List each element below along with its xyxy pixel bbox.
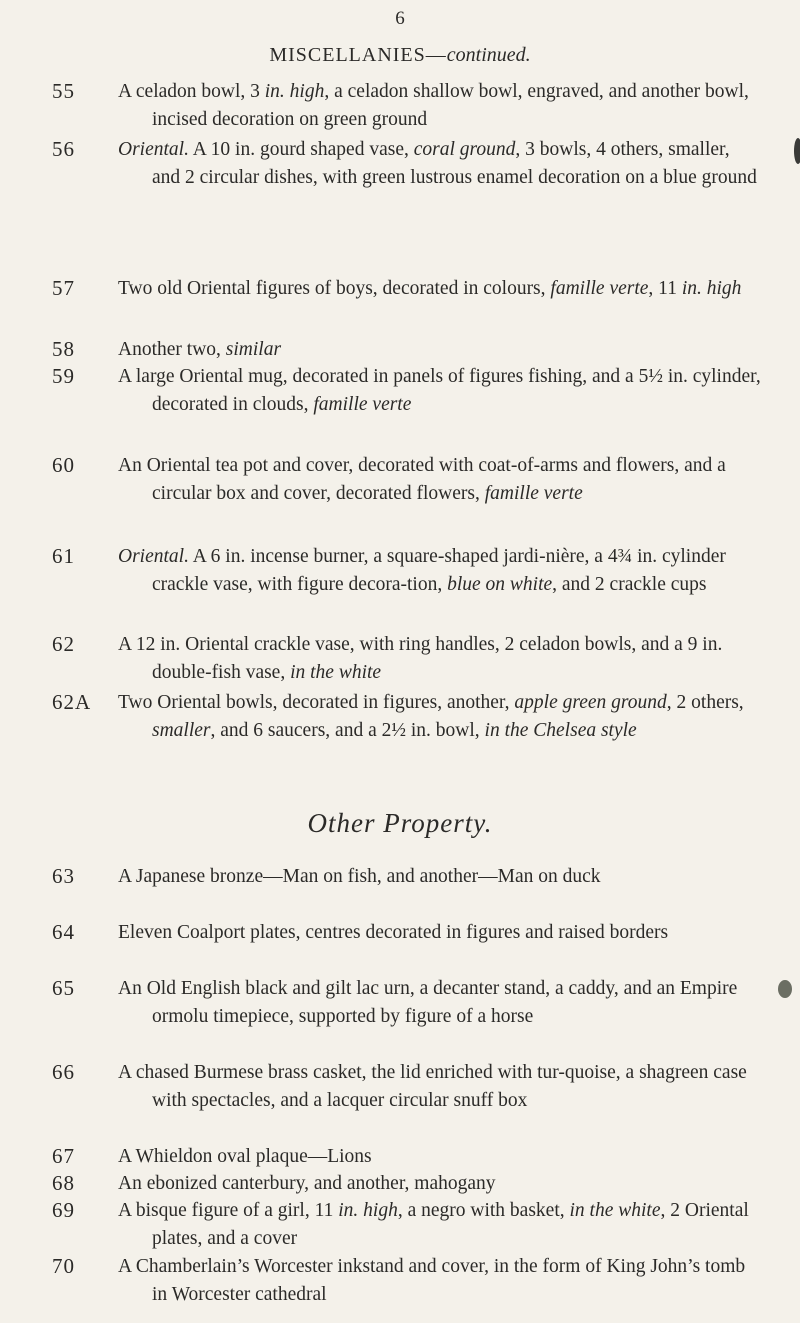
italic-text: apple green ground: [514, 692, 667, 713]
lot-description: [118, 136, 762, 191]
paper-blemish: [794, 138, 800, 164]
text-run: A 10 in. gourd shaped vase,: [188, 139, 414, 160]
text-run: Two Oriental bowls, decorated in figures, another,: [118, 692, 515, 713]
heading-continued: continued.: [446, 44, 531, 66]
lot-description: [118, 975, 762, 1030]
lot-item: [52, 363, 762, 418]
lot-number: 55: [52, 79, 75, 103]
text-run: A Chamberlain’s Worcester inkstand and cover, in the form of King John’s tomb in Worcester cathedral: [118, 1256, 746, 1305]
lot-item: [52, 919, 762, 947]
lot-item: [52, 275, 762, 303]
lot-description: [118, 1143, 762, 1171]
italic-text: in the white: [290, 661, 382, 683]
italic-text: in. high: [681, 278, 742, 299]
lot-description: [118, 543, 762, 598]
lot-number: 62A: [52, 690, 92, 714]
text-run: Two old Oriental figures of boys, decorated in colours,: [118, 278, 551, 299]
text-run: A 12 in. Oriental crackle vase, with ring handles, 2 celadon bowls, and a 9 in. double-fish vase,: [118, 634, 723, 683]
text-run: An Old English black and gilt lac urn, a decanter stand, a caddy, and an Empire ormolu timepiece, supported by figure of a horse: [118, 978, 738, 1027]
text-run: A large Oriental mug, decorated in panels of figures fishing, and a 5½ in. cylinder, decorated in clouds,: [118, 366, 761, 415]
text-run: A celadon bowl, 3: [118, 81, 265, 102]
lot-number: 64: [52, 920, 75, 944]
lot-item: [52, 1253, 762, 1308]
lot-description: [118, 275, 762, 303]
paper-blemish: [778, 980, 792, 998]
lot-description: [118, 1059, 762, 1114]
lot-item: [52, 631, 762, 686]
lot-number: 63: [52, 864, 75, 888]
lot-number: 57: [52, 276, 75, 300]
text-run: , and 6 saucers, and a 2½ in. bowl,: [210, 719, 485, 741]
lot-item: [52, 1197, 762, 1252]
lot-description: [118, 689, 762, 744]
lot-description: [118, 863, 762, 891]
lot-description: [118, 78, 762, 133]
lot-description: [118, 1197, 762, 1252]
lot-description: [118, 1253, 762, 1308]
text-run: Another two,: [118, 339, 226, 360]
page-number: 6: [395, 8, 405, 29]
lot-item: [52, 1170, 762, 1198]
italic-text: in the white: [569, 1200, 661, 1221]
text-run: A bisque figure of a girl, 11: [118, 1200, 339, 1221]
text-run: Eleven Coalport plates, centres decorated in figures and raised borders: [118, 922, 669, 943]
lot-number: 56: [52, 137, 75, 161]
lot-description: [118, 336, 762, 364]
text-run: , a negro with basket,: [397, 1200, 570, 1221]
text-run: A Japanese bronze—Man on fish, and another—Man on duck: [118, 866, 601, 887]
heading-main: MISCELLANIES—: [269, 44, 447, 66]
italic-text: coral ground: [413, 139, 516, 160]
italic-text: Oriental.: [118, 546, 189, 567]
lot-number: 69: [52, 1198, 75, 1222]
text-run: , 11: [648, 278, 682, 299]
text-run: , a celadon shallow bowl, engraved, and another bowl, incised decoration on green ground: [152, 81, 749, 130]
lot-item: [52, 689, 762, 744]
lot-item: [52, 452, 762, 507]
lot-item: [52, 78, 762, 133]
lot-item: [52, 1143, 762, 1171]
lot-description: [118, 363, 762, 418]
italic-text: in the Chelsea style: [484, 719, 637, 741]
lot-item: [52, 1059, 762, 1114]
text-run: An ebonized canterbury, and another, mahogany: [118, 1173, 496, 1194]
section-heading: [0, 44, 800, 67]
section-title-other-property: Other Property.: [307, 808, 493, 838]
italic-text: famille verte: [313, 393, 412, 415]
lot-number: 61: [52, 544, 75, 568]
text-run: , 3 bowls, 4 others, smaller, and 2 circular dishes, with green lustrous enamel decoration on a blue ground: [152, 139, 757, 188]
lot-description: [118, 631, 762, 686]
lot-number: 68: [52, 1171, 75, 1195]
italic-text: in. high: [338, 1200, 398, 1221]
italic-text: similar: [225, 339, 282, 360]
lot-item: [52, 975, 762, 1030]
lot-item: [52, 543, 762, 598]
italic-text: smaller: [152, 719, 211, 741]
lot-description: [118, 919, 762, 947]
text-run: A 6 in. incense burner, a square-shaped jardi-nière, a 4¾ in. cylinder crackle vase, with figure decora-tion,: [152, 546, 726, 595]
text-run: An Oriental tea pot and cover, decorated with coat-of-arms and flowers, and a circular box and cover, decorated flowers,: [118, 455, 726, 504]
lot-number: 60: [52, 453, 75, 477]
lot-number: 67: [52, 1144, 75, 1168]
lot-item: [52, 336, 762, 364]
text-run: , 2 Oriental plates, and a cover: [152, 1200, 749, 1249]
lot-number: 65: [52, 976, 75, 1000]
italic-text: famille verte: [484, 482, 583, 504]
lot-number: 62: [52, 632, 75, 656]
lot-number: 66: [52, 1060, 75, 1084]
lot-item: [52, 136, 762, 191]
italic-text: Oriental.: [118, 139, 189, 160]
lot-number: 58: [52, 337, 75, 361]
text-run: A chased Burmese brass casket, the lid enriched with tur-quoise, a shagreen case with spectacles, and a lacquer circular snuff box: [118, 1062, 747, 1111]
text-run: , 2 others,: [666, 692, 744, 713]
italic-text: in. high: [264, 81, 325, 102]
lot-description: [118, 1170, 762, 1198]
lot-item: [52, 863, 762, 891]
text-run: , and 2 crackle cups: [552, 573, 707, 595]
italic-text: famille verte: [550, 278, 649, 299]
lot-number: 70: [52, 1254, 75, 1278]
lot-number: 59: [52, 364, 75, 388]
text-run: A Whieldon oval plaque—Lions: [118, 1146, 372, 1167]
lot-description: [118, 452, 762, 507]
italic-text: blue on white: [447, 573, 553, 595]
